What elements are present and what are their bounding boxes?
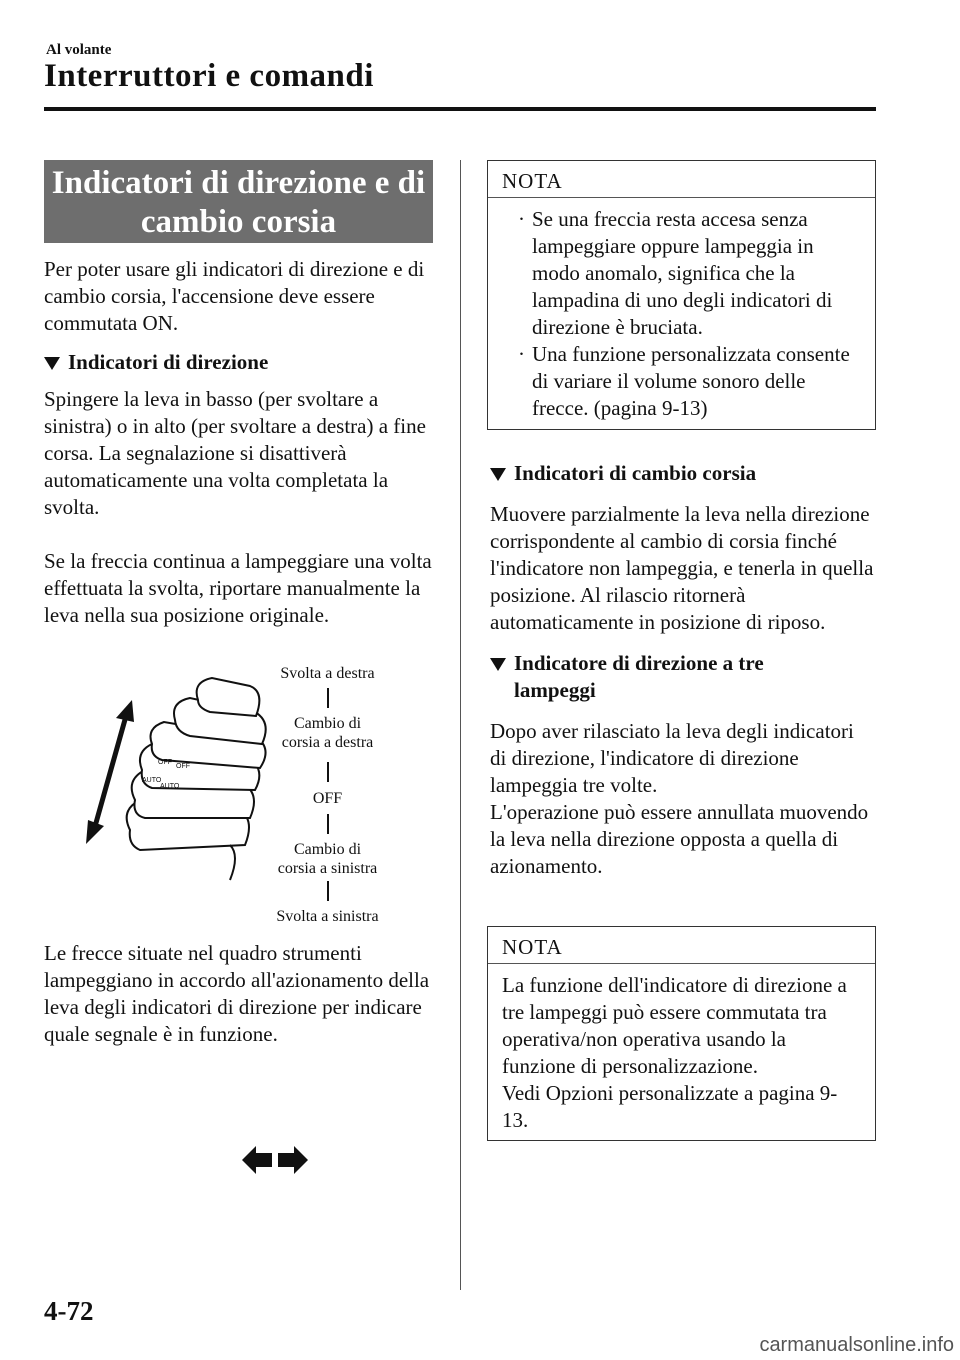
triangle-bullet-icon xyxy=(490,468,506,481)
subheading-label-line2: lampeggi xyxy=(514,678,596,702)
lever-mark-off-1: OFF xyxy=(158,759,172,766)
right-arrow-icon xyxy=(278,1146,308,1174)
right-column xyxy=(490,460,875,880)
note1-body xyxy=(488,198,875,432)
lane-change-paragraph: Muovere parzialmente la leva nella direzione corrispondente al cambio di corsia finché l'indicatore non lampeggia, e tenerla in quella posizione. Al rilascio ritornerà automaticamente in posizione di riposo. xyxy=(490,502,874,634)
triangle-bullet-icon xyxy=(44,357,60,370)
subheading-label-line1: Indicatore di direzione a tre xyxy=(514,651,764,675)
label-left-turn: Svolta a sinistra xyxy=(276,908,379,925)
page-number: 4-72 xyxy=(44,1296,94,1326)
turn-paragraph-2: Se la freccia continua a lampeggiare una volta effettuata la svolta, riportare manualmente la leva nella sua posizione originale. xyxy=(44,549,432,627)
triangle-bullet-icon xyxy=(490,658,506,671)
label-lane-left xyxy=(250,840,405,878)
intro-paragraph: Per poter usare gli indicatori di direzione e di cambio corsia, l'accensione deve essere commutata ON. xyxy=(44,257,425,335)
section-title xyxy=(44,160,433,243)
section-title-line2: cambio corsia xyxy=(140,204,337,240)
lever-mark-auto-1: AUTO xyxy=(142,777,162,784)
section-title-line1: Indicatori di direzione e di xyxy=(51,165,426,201)
label-lane-left-line2: corsia a sinistra xyxy=(277,860,378,877)
subheading-lane-change xyxy=(490,460,875,487)
arrow-1-icon xyxy=(327,688,329,708)
column-divider xyxy=(460,160,461,1290)
label-lane-left-line1: Cambio di xyxy=(293,841,362,858)
header-rule xyxy=(44,107,876,111)
left-arrow-icon xyxy=(242,1146,272,1174)
lever-mark-auto-2: AUTO xyxy=(160,783,180,790)
label-off: OFF xyxy=(312,790,343,807)
three-flash-paragraph-2: L'operazione può essere annullata muovendo la leva nella direzione opposta a quella di azionamento. xyxy=(490,800,869,878)
watermark: carmanualsonline.info xyxy=(759,1334,954,1356)
note1-bullet-2: · Una funzione personalizzata consente di variare il volume sonoro delle frecce. (pagina 9-13) xyxy=(518,342,850,420)
lever-mark-off-2: OFF xyxy=(176,763,190,770)
subheading-label: Indicatori di cambio corsia xyxy=(514,461,757,485)
breadcrumb: Al volante xyxy=(46,42,112,58)
note1-bullet-1-text: Se una freccia resta accesa senza lampeggiare oppure lampeggia in modo anomalo, significa che la lampadina di uno degli indicatori di direzione è bruciata. xyxy=(532,207,833,339)
note1-title: NOTA xyxy=(488,161,875,198)
three-flash-paragraph-1: Dopo aver rilasciato la leva degli indicatori di direzione, l'indicatore di direzione lampeggia tre volte. xyxy=(490,719,854,797)
note2-body xyxy=(488,964,875,1144)
label-lane-right-line2: corsia a destra xyxy=(281,734,374,751)
label-right-turn: Svolta a destra xyxy=(280,665,375,682)
note-box-1 xyxy=(487,160,876,430)
note2-title: NOTA xyxy=(488,927,875,964)
subheading-three-flash xyxy=(490,650,875,704)
turn-paragraph-1: Spingere la leva in basso (per svoltare a sinistra) o in alto (per svoltare a destra) a fine corsa. La segnalazione si disattiverà automaticamente una volta completata la svolta. xyxy=(44,387,426,519)
note1-bullet-2-text: Una funzione personalizzata consente di variare il volume sonoro delle frecce. (pagina 9-13) xyxy=(532,342,850,420)
arrow-4-icon xyxy=(327,881,329,901)
left-column xyxy=(44,256,434,629)
note2-paragraph-1: La funzione dell'indicatore di direzione a tre lampeggi può essere commutata tra operativa/non operativa usando la funzione di personalizzazione. xyxy=(502,973,847,1078)
arrow-3-icon xyxy=(327,814,329,834)
note1-bullet-1: · Se una freccia resta accesa senza lampeggiare oppure lampeggia in modo anomalo, significa che la lampadina di uno degli indicatori di direzione è bruciata. xyxy=(518,207,833,339)
subheading-turn-signals xyxy=(44,349,434,376)
turn-arrows-graphic xyxy=(240,1140,310,1180)
label-lane-right xyxy=(250,714,405,752)
arrow-2-icon xyxy=(327,762,329,782)
note-box-2 xyxy=(487,926,876,1141)
note2-paragraph-2: Vedi Opzioni personalizzate a pagina 9-13. xyxy=(502,1081,838,1132)
chapter-title: Interruttori e comandi xyxy=(44,58,374,94)
after-figure-paragraph: Le frecce situate nel quadro strumenti lampeggiano in accordo all'azionamento della leva degli indicatori di direzione per indicare quale segnale è in funzione. xyxy=(44,941,430,1046)
subheading-label: Indicatori di direzione xyxy=(68,350,269,374)
label-lane-right-line1: Cambio di xyxy=(293,715,362,732)
